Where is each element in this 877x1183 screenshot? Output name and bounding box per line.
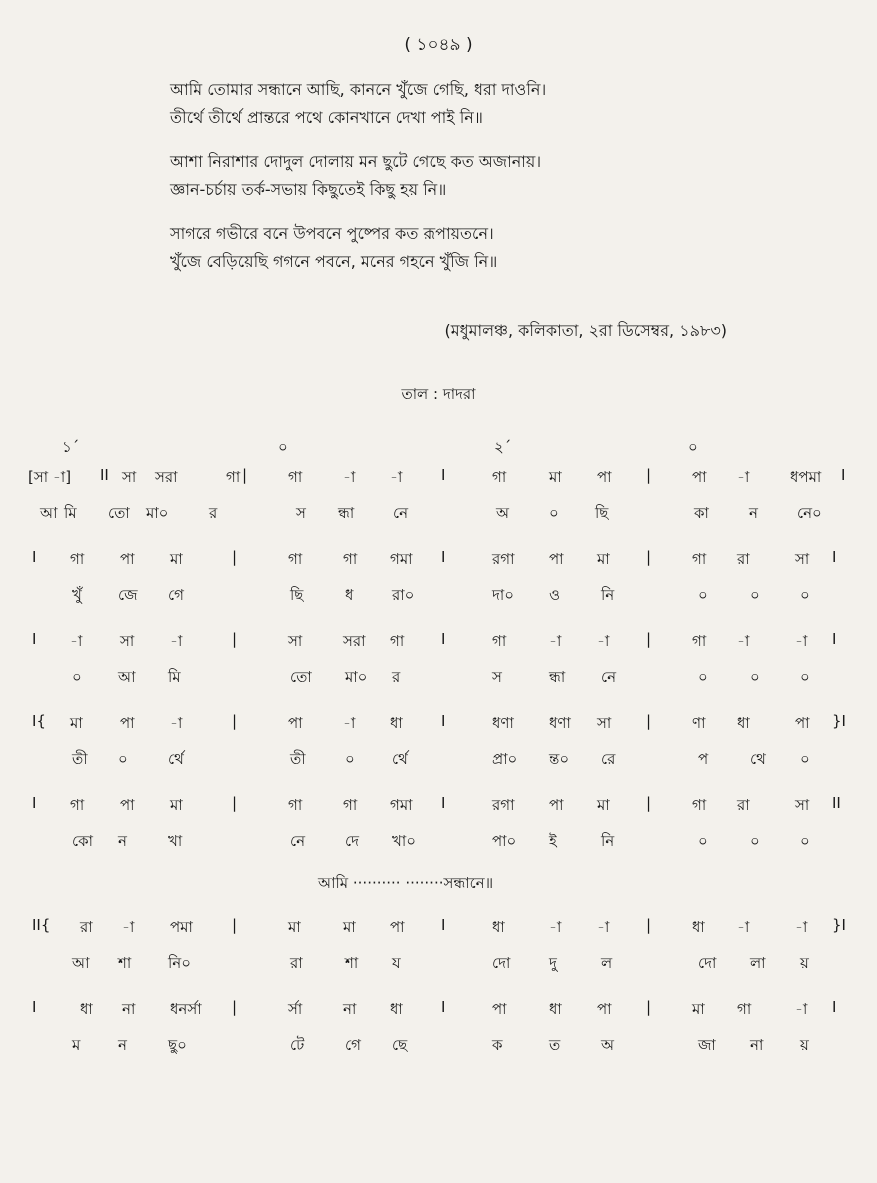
swara-cell: সরা [343, 632, 366, 650]
swara-cell: সরা [155, 468, 178, 486]
swara-cell: -া [597, 632, 610, 650]
lyric-cell: তো [290, 668, 312, 686]
swara-cell: গা [737, 1000, 752, 1018]
swara-cell: ধা [390, 1000, 403, 1018]
swara-row [0, 460, 877, 496]
lyric-cell: ০ [72, 668, 82, 686]
poem-line: সাগরে গভীরে বনে উপবনে পুষ্পের কত রূপায়তনে। [170, 224, 494, 243]
lyric-cell: ন [118, 1036, 127, 1054]
swara-cell: গা [390, 632, 405, 650]
swara-cell: পা [288, 714, 303, 732]
swara-cell: মা [170, 550, 183, 568]
lyric-cell: নি০ [168, 954, 191, 972]
lyric-cell: প [698, 750, 709, 768]
swara-cell: }I [832, 712, 846, 730]
lyric-cell: তী [290, 750, 306, 768]
lyric-cell: ছে [392, 1036, 408, 1054]
lyric-cell: ০ [800, 668, 810, 686]
lyric-row [0, 578, 877, 624]
swara-row [0, 624, 877, 660]
swara-cell: গমা [390, 796, 413, 814]
lyric-cell: দো [698, 954, 717, 972]
swara-cell: ধা [737, 714, 750, 732]
swara-cell: I [32, 794, 37, 812]
lyric-cell: ও [549, 586, 561, 604]
swara-cell: ধণা [492, 714, 514, 732]
lyric-cell: স [492, 668, 502, 686]
swara-cell: পা [795, 714, 810, 732]
lyric-cell: কা [694, 504, 709, 522]
swara-cell: | [232, 630, 238, 648]
swara-cell: }I [832, 916, 846, 934]
lyric-cell: থে [750, 750, 766, 768]
lyric-cell: ছি [290, 586, 304, 604]
poem-source: (মধুমালঞ্চ, কলিকাতা, ২রা ডিসেম্বর, ১৯৮৩) [444, 321, 727, 340]
lyric-cell: ০ [750, 586, 760, 604]
swara-cell: -া [122, 918, 135, 936]
swara-cell: I [32, 548, 37, 566]
swara-cell: রা [737, 796, 750, 814]
swara-cell: গা [70, 796, 85, 814]
beat-marks [0, 436, 877, 460]
swara-cell: গা [343, 550, 358, 568]
lyric-cell: ম [72, 1036, 81, 1054]
lyric-cell: ০ [800, 586, 810, 604]
lyric-cell: ত [549, 1036, 561, 1054]
swara-cell: পা [597, 1000, 612, 1018]
lyric-cell: মি [64, 504, 77, 522]
tala-heading: তাল : দাদরা [401, 385, 476, 403]
lyric-cell: আ [118, 668, 136, 686]
lyric-cell: ০ [118, 750, 128, 768]
swara-cell: | [242, 466, 248, 484]
lyric-cell: রা০ [392, 586, 415, 604]
swara-row [0, 788, 877, 824]
swara-row [0, 910, 877, 946]
notation-block [0, 460, 877, 1074]
swara-cell: ধা [492, 918, 505, 936]
swara-cell: -া [343, 714, 356, 732]
swara-cell: সা [288, 632, 303, 650]
swara-cell: II [832, 794, 841, 812]
lyric-cell: দো [492, 954, 511, 972]
swara-cell: I [441, 998, 446, 1016]
beat-mark: ০ [688, 438, 698, 456]
lyric-cell: ০ [750, 832, 760, 850]
poem-line: তীর্থে তীর্থে প্রান্তরে পথে কোনখানে দেখা পাই নি॥ [170, 108, 483, 127]
lyric-cell: ০ [345, 750, 355, 768]
swara-cell: ধপমা [790, 468, 822, 486]
swara-cell: সা [120, 632, 135, 650]
lyric-cell: ক [492, 1036, 503, 1054]
swara-cell: ণা [692, 714, 706, 732]
swara-cell: মা [288, 918, 301, 936]
lyric-cell: জা [698, 1036, 716, 1054]
swara-cell: গা [692, 632, 707, 650]
swara-cell: | [646, 712, 652, 730]
lyric-row [0, 742, 877, 788]
beat-mark: ০ [278, 438, 288, 456]
lyric-cell: ০ [750, 668, 760, 686]
swara-cell: ধনর্সা [170, 1000, 202, 1018]
swara-cell: | [646, 794, 652, 812]
lyric-cell: শা [118, 954, 132, 972]
lyric-row [0, 824, 877, 870]
swara-cell: -া [170, 714, 183, 732]
swara-cell: পা [549, 796, 564, 814]
lyric-cell: ন্ত০ [549, 750, 570, 768]
lyric-cell: নি [601, 586, 615, 604]
swara-cell: ধা [390, 714, 403, 732]
lyric-cell: গে [168, 586, 184, 604]
lyric-cell: ন [118, 832, 127, 850]
lyric-cell: নে [393, 504, 409, 522]
lyric-cell: ০ [800, 832, 810, 850]
lyric-row [0, 1028, 877, 1074]
swara-cell: | [232, 548, 238, 566]
swara-cell: মা [343, 918, 356, 936]
lyric-cell: অ [601, 1036, 614, 1054]
swara-cell: -া [390, 468, 403, 486]
swara-cell: I{ [32, 712, 46, 730]
poem-line: আশা নিরাশার দোদুল দোলায় মন ছুটে গেছে কত অজানায়। [170, 152, 542, 171]
lyric-cell: য় [800, 954, 809, 972]
lyric-cell: রা [290, 954, 303, 972]
swara-cell: I [441, 916, 446, 934]
lyric-cell: দু [549, 954, 557, 972]
lyric-cell: ছি [595, 504, 609, 522]
swara-cell: গা [288, 468, 303, 486]
swara-cell: গা [288, 550, 303, 568]
swara-cell: পা [549, 550, 564, 568]
lyric-cell: প্রা০ [492, 750, 518, 768]
swara-cell: | [646, 466, 652, 484]
swara-cell: I [441, 630, 446, 648]
lyric-cell: পা০ [492, 832, 517, 850]
swara-cell: -া [795, 632, 808, 650]
lyric-cell: গে [345, 1036, 361, 1054]
lyric-cell: ০ [698, 668, 708, 686]
lyric-cell: র [209, 504, 218, 522]
lyric-cell: খা [168, 832, 183, 850]
refrain-text: আমি ·········· ········সন্ধানে॥ [318, 874, 494, 892]
swara-cell: না [343, 1000, 357, 1018]
swara-cell: রা [80, 918, 93, 936]
swara-cell: | [646, 998, 652, 1016]
swara-cell: রগা [492, 796, 515, 814]
swara-cell: II [100, 466, 109, 484]
lyric-cell: দা০ [492, 586, 514, 604]
swara-cell: গা [492, 468, 507, 486]
poem-line: আমি তোমার সন্ধানে আছি, কাননে খুঁজে গেছি, ধরা দাওনি। [170, 80, 547, 99]
swara-cell: গা [70, 550, 85, 568]
lyric-cell: খুঁ [72, 586, 82, 604]
swara-cell: | [232, 712, 238, 730]
lyric-cell: মা০ [345, 668, 368, 686]
swara-cell: গমা [390, 550, 413, 568]
swara-cell: গা [692, 796, 707, 814]
swara-cell: পা [597, 468, 612, 486]
lyric-cell: র [392, 668, 401, 686]
swara-cell: মা [597, 550, 610, 568]
lyric-cell: কো [72, 832, 93, 850]
swara-cell: | [232, 998, 238, 1016]
swara-cell: I [832, 548, 837, 566]
lyric-cell: ন্ধা [549, 668, 566, 686]
lyric-cell: রে [601, 750, 616, 768]
lyric-cell: আ [72, 954, 90, 972]
lyric-cell: খা০ [392, 832, 416, 850]
swara-cell: সা [597, 714, 612, 732]
lyric-cell: মি [168, 668, 181, 686]
swara-cell: মা [597, 796, 610, 814]
swara-cell: -া [737, 468, 750, 486]
swara-cell: রা [737, 550, 750, 568]
swara-cell: ধা [692, 918, 705, 936]
poem-text [170, 76, 810, 276]
lyric-cell: ল [601, 954, 613, 972]
swara-row [0, 706, 877, 742]
swara-cell: পা [492, 1000, 507, 1018]
lyric-cell: অ [496, 504, 509, 522]
swara-cell: মা [692, 1000, 705, 1018]
lyric-cell: ন্ধা [338, 504, 355, 522]
swara-cell: -া [795, 918, 808, 936]
lyric-cell: মা০ [146, 504, 169, 522]
swara-cell: -া [343, 468, 356, 486]
lyric-cell: তো [108, 504, 130, 522]
lyric-cell: র্থে [392, 750, 408, 768]
lyric-row [0, 946, 877, 992]
swara-cell: গা [492, 632, 507, 650]
swara-cell: গা [692, 550, 707, 568]
lyric-cell: শা [345, 954, 359, 972]
swara-cell: পা [120, 714, 135, 732]
swara-cell: গা [226, 468, 241, 486]
lyric-cell: ন [749, 504, 758, 522]
beat-mark: ২´ [494, 438, 512, 456]
swara-cell: I [441, 712, 446, 730]
swara-cell: -া [737, 918, 750, 936]
swara-cell: | [646, 916, 652, 934]
swara-row [0, 542, 877, 578]
lyric-cell: নে [290, 832, 306, 850]
swara-cell: মা [170, 796, 183, 814]
swara-cell: [সা -া] [28, 468, 72, 486]
swara-cell: I [441, 548, 446, 566]
lyric-cell: ০ [698, 586, 708, 604]
lyric-cell: ছু০ [168, 1036, 187, 1054]
swara-cell: ধণা [549, 714, 571, 732]
beat-mark: ১´ [62, 438, 80, 456]
lyric-cell: জে [118, 586, 138, 604]
swara-cell: গা [343, 796, 358, 814]
lyric-cell: ধ [345, 586, 354, 604]
poem-line: খুঁজে বেড়িয়েছি গগনে পবনে, মনের গহনে খুঁজি নি॥ [170, 252, 498, 271]
swara-cell: | [646, 548, 652, 566]
swara-cell: পা [692, 468, 707, 486]
swara-cell: -া [549, 632, 562, 650]
swara-cell: গা [288, 796, 303, 814]
swara-row [0, 992, 877, 1028]
lyric-cell: না [750, 1036, 764, 1054]
lyric-row [0, 496, 877, 542]
swara-cell: পা [390, 918, 405, 936]
swara-cell: -া [549, 918, 562, 936]
lyric-cell: র্থে [168, 750, 184, 768]
swara-cell: | [646, 630, 652, 648]
swara-cell: ধা [549, 1000, 562, 1018]
lyric-cell: ই [549, 832, 557, 850]
lyric-cell: ০ [549, 504, 559, 522]
swara-cell: রগা [492, 550, 515, 568]
swara-cell: -া [170, 632, 183, 650]
swara-cell: | [232, 794, 238, 812]
lyric-cell: তী [72, 750, 88, 768]
swara-cell: -া [70, 632, 83, 650]
lyric-cell: আ [40, 504, 58, 522]
swara-cell: মা [70, 714, 83, 732]
swara-cell: ধা [80, 1000, 93, 1018]
page-number: ( ১০৪৯ ) [404, 35, 473, 55]
swara-cell: মা [549, 468, 562, 486]
lyric-cell: নে০ [797, 504, 822, 522]
swara-cell: I [32, 998, 37, 1016]
swara-cell: -া [795, 1000, 808, 1018]
lyric-cell: স [296, 504, 306, 522]
lyric-cell: লা [750, 954, 766, 972]
lyric-cell: নে [601, 668, 617, 686]
swara-cell: -া [597, 918, 610, 936]
swara-cell: সা [122, 468, 137, 486]
swara-cell: সা [795, 796, 810, 814]
lyric-cell: নি [601, 832, 615, 850]
swara-cell: -া [737, 632, 750, 650]
lyric-cell: য় [800, 1036, 809, 1054]
lyric-cell: ০ [800, 750, 810, 768]
refrain-line [0, 870, 877, 910]
swara-cell: | [232, 916, 238, 934]
swara-cell: পা [120, 550, 135, 568]
swara-cell: পমা [170, 918, 193, 936]
swara-cell: II{ [32, 916, 51, 934]
swara-cell: I [832, 630, 837, 648]
swara-cell: I [841, 466, 846, 484]
poem-line: জ্ঞান-চর্চায় তর্ক-সভায় কিছুতেই কিছু হয় নি॥ [170, 180, 447, 199]
swara-cell: I [441, 794, 446, 812]
lyric-cell: য [392, 954, 401, 972]
swara-cell: র্সা [288, 1000, 303, 1018]
swara-cell: না [122, 1000, 136, 1018]
swara-cell: I [832, 998, 837, 1016]
lyric-cell: ০ [698, 832, 708, 850]
swara-cell: পা [120, 796, 135, 814]
lyric-cell: টে [290, 1036, 305, 1054]
swara-cell: সা [795, 550, 810, 568]
swara-cell: I [441, 466, 446, 484]
swara-cell: I [32, 630, 37, 648]
lyric-cell: দে [345, 832, 359, 850]
lyric-row [0, 660, 877, 706]
